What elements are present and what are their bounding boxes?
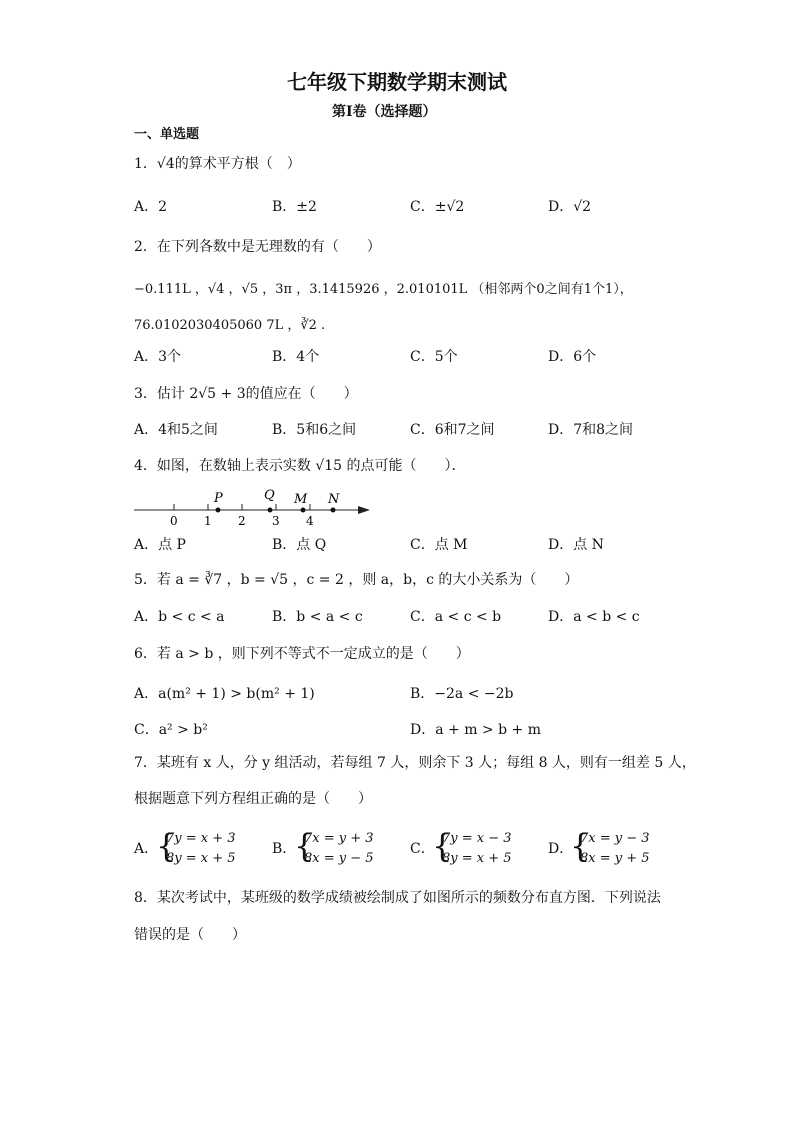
q2-option-a[interactable]: A．3个 <box>134 349 182 365</box>
q2-number-list-line2: 76.0102030405060 7L ，∛2 . <box>134 318 326 333</box>
q5-option-b[interactable]: B．b < a < c <box>272 609 363 625</box>
q5-option-d[interactable]: D．a < b < c <box>548 609 640 625</box>
tick-label-1: 1 <box>204 514 212 528</box>
question-6: 6．若 a > b ，则下列不等式不一定成立的是（ ） <box>134 646 470 662</box>
q7-a-eq1: 7y = x + 3 <box>166 831 236 846</box>
q5-option-c[interactable]: C．a < c < b <box>410 609 502 625</box>
point-n-marker <box>331 508 336 513</box>
q7-option-a[interactable] <box>134 828 264 868</box>
point-q-label: Q <box>264 488 275 503</box>
tick-label-2: 2 <box>238 514 246 528</box>
number-line-figure <box>130 486 390 528</box>
q7-d-eq2: 8x = y + 5 <box>580 851 650 866</box>
q6-option-b[interactable]: B．−2a < −2b <box>410 686 514 702</box>
q1-option-c[interactable]: C．±√2 <box>410 199 465 215</box>
q4-option-a[interactable]: A．点 P <box>134 537 186 553</box>
q7-b-eq1: 7x = y + 3 <box>304 831 374 846</box>
q1-option-d[interactable]: D．√2 <box>548 199 592 215</box>
point-m-label: M <box>294 492 308 507</box>
q6-option-a[interactable]: A．a(m² + 1) > b(m² + 1) <box>134 686 315 702</box>
exam-part-title: 第Ⅰ卷（选择题） <box>332 104 437 120</box>
page-title: 七年级下期数学期末测试 <box>287 70 507 94</box>
q4-option-c[interactable]: C．点 M <box>410 537 468 553</box>
q4-option-d[interactable]: D．点 N <box>548 537 604 553</box>
question-1: 1．√4的算术平方根（ ） <box>134 156 301 172</box>
q7-a-eq2: 8y = x + 5 <box>166 851 236 866</box>
point-p-label: P <box>214 491 223 506</box>
point-m-marker <box>301 508 306 513</box>
q4-option-b[interactable]: B．点 Q <box>272 537 327 553</box>
question-5: 5．若 a = ∛7 ，b = √5 ，c = 2 ，则 a，b，c 的大小关系为（ ） <box>134 572 579 588</box>
brace-icon: { <box>294 827 315 865</box>
q6-option-d[interactable]: D．a + m > b + m <box>410 722 541 738</box>
q1-option-a[interactable]: A．2 <box>134 199 168 215</box>
q7-c-eq2: 8y = x + 5 <box>442 851 512 866</box>
q3-option-d[interactable]: D．7和8之间 <box>548 422 634 438</box>
section-heading: 一、单选题 <box>134 127 200 142</box>
q7-b-eq2: 8x = y − 5 <box>304 851 374 866</box>
q7-option-c[interactable] <box>410 828 540 868</box>
point-n-label: N <box>328 492 340 507</box>
question-8-line1: 8．某次考试中，某班级的数学成绩被绘制成了如图所示的频数分布直方图．下列说法 <box>134 890 661 906</box>
q2-option-c[interactable]: C．5个 <box>410 349 458 365</box>
q3-option-c[interactable]: C．6和7之间 <box>410 422 495 438</box>
q6-option-c[interactable]: C．a² > b² <box>134 722 208 738</box>
q7-option-b-label: B． <box>272 841 297 857</box>
q7-option-a-label: A． <box>134 841 159 857</box>
q7-c-eq1: 7y = x − 3 <box>442 831 512 846</box>
q7-option-d[interactable] <box>548 828 678 868</box>
q2-option-d[interactable]: D．6个 <box>548 349 597 365</box>
brace-icon: { <box>156 827 177 865</box>
question-3: 3．估计 2√5 + 3的值应在（ ） <box>134 386 358 402</box>
tick-label-0: 0 <box>170 514 178 528</box>
question-8-line2: 错误的是（ ） <box>134 927 246 943</box>
brace-icon: { <box>570 827 591 865</box>
q3-option-a[interactable]: A．4和5之间 <box>134 422 218 438</box>
q2-number-list-line1: −0.111L ，√4 ，√5 ，3π ，3.1415926 ，2.010101L （相邻两个0之间有1个1）， <box>134 282 633 297</box>
question-7-line2: 根据题意下列方程组正确的是（ ） <box>134 791 372 807</box>
question-7-line1: 7．某班有 x 人，分 y 组活动，若每组 7 人，则余下 3 人；每组 8 人，则有一组差 5 人， <box>134 755 696 771</box>
question-2: 2．在下列各数中是无理数的有（ ） <box>134 239 381 255</box>
q7-d-eq1: 7x = y − 3 <box>580 831 650 846</box>
tick-label-4: 4 <box>306 514 314 528</box>
q5-option-a[interactable]: A．b < c < a <box>134 609 225 625</box>
q1-option-b[interactable]: B．±2 <box>272 199 317 215</box>
q7-option-d-label: D． <box>548 841 574 857</box>
axis-arrow-icon <box>358 506 370 514</box>
q3-option-b[interactable]: B．5和6之间 <box>272 422 357 438</box>
brace-icon: { <box>432 827 453 865</box>
q7-option-c-label: C． <box>410 841 435 857</box>
q2-option-b[interactable]: B．4个 <box>272 349 320 365</box>
tick-label-3: 3 <box>272 514 280 528</box>
point-q-marker <box>268 508 273 513</box>
point-p-marker <box>216 508 221 513</box>
q7-option-b[interactable] <box>272 828 402 868</box>
question-4: 4．如图，在数轴上表示实数 √15 的点可能（ ）． <box>134 458 466 474</box>
